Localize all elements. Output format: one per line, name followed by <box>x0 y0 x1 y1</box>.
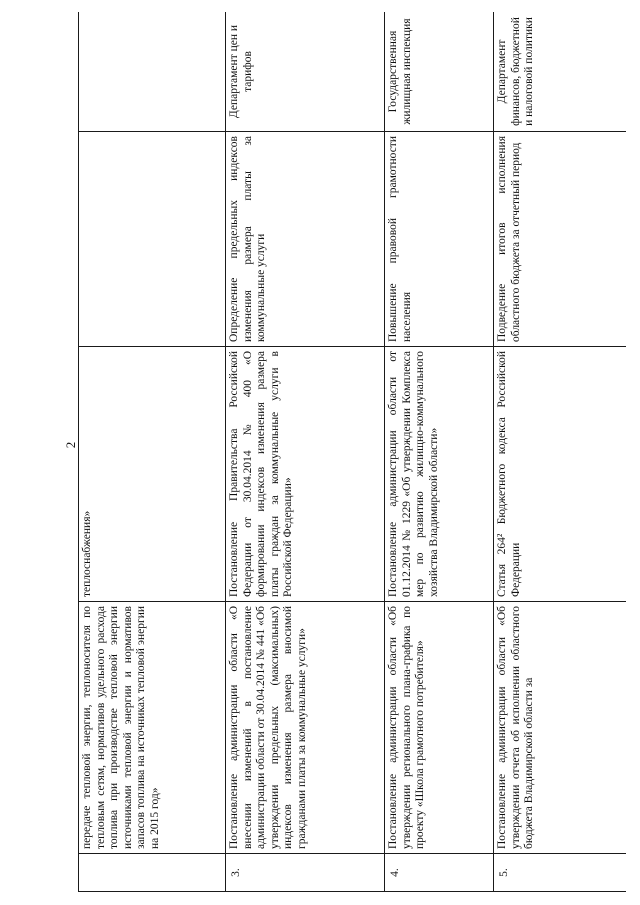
department-cell: Департамент цен и тарифов <box>226 12 385 132</box>
department-cell <box>79 12 226 132</box>
legal-acts-table <box>78 12 626 892</box>
row-number-cell <box>79 854 226 892</box>
legal-basis-cell: теплоснабжения» <box>79 347 226 602</box>
legal-act-cell: Постановление администрации области «Об утверждении отчета об исполнении областного бюджета Владимирской области за <box>494 602 627 854</box>
department-cell: Государственная жилищная инспекция <box>385 12 494 132</box>
legal-act-cell: передаче тепловой энергии, теплоносителя по тепловым сетям, нормативов удельного расхода топлива при производстве тепловой энергии источниками тепловой энергии и нормативов запасов топлива на источниках тепловой энергии на 2015 год» <box>79 602 226 854</box>
page-number: 2 <box>63 441 78 449</box>
purpose-cell: Подведение итогов исполнения областного бюджета за отчетный период <box>494 132 627 347</box>
legal-act-cell: Постановление администрации области «О внесении изменений в постановление администрации области от 30.04.2014 № 441 «Об утверждении предельных (максимальных) индексов изменения размера вносимой гражданами платы за коммунальные услуги» <box>226 602 385 854</box>
purpose-cell: Повышение правовой грамотности населения <box>385 132 494 347</box>
row-number-cell: 3. <box>226 854 385 892</box>
legal-act-cell: Постановление администрации области «Об утверждении регионального плана-графика по проекту «Школа грамотного потребителя» <box>385 602 494 854</box>
row-number-cell: 4. <box>385 854 494 892</box>
table-row <box>226 12 385 892</box>
purpose-cell: Определение предельных индексов изменения размера платы за коммунальные услуги <box>226 132 385 347</box>
table-container <box>78 12 626 892</box>
legal-basis-cell: Постановление администрации области от 01.12.2014 № 1229 «Об утверждении Комплекса мер по развитию жилищно-коммунального хозяйства Владимирской области» <box>385 347 494 602</box>
table-row <box>385 12 494 892</box>
table-row <box>494 12 627 892</box>
row-number-cell: 5. <box>494 854 627 892</box>
table-row-continuation <box>79 12 226 892</box>
legal-basis-cell: Статья 264² Бюджетного кодекса Российской Федерации <box>494 347 627 602</box>
purpose-cell <box>79 132 226 347</box>
department-cell: Департамент финансов, бюджетной и налоговой политики <box>494 12 627 132</box>
legal-basis-cell: Постановление Правительства Российской Федерации от 30.04.2014 № 400 «О формировании индексов изменения размера платы граждан за коммунальные услуги в Российской Федерации» <box>226 347 385 602</box>
